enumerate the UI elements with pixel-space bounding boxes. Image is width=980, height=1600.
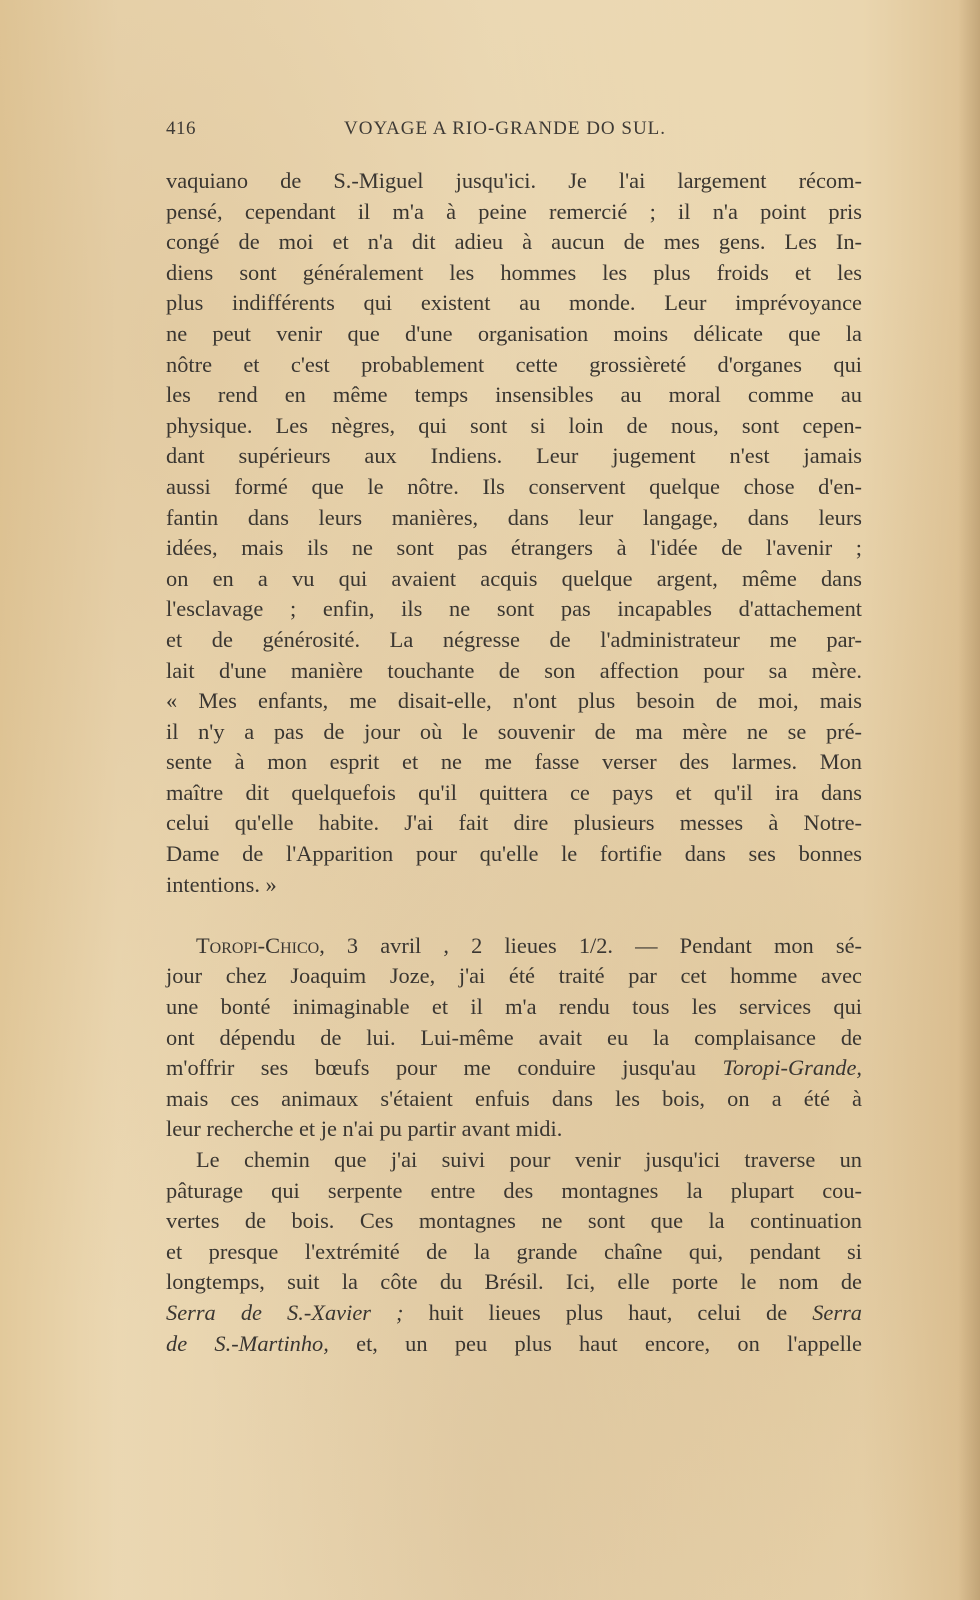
text-line: et presque l'extrémité de la grande chaîne qui, pendant si	[166, 1238, 862, 1264]
text-segment: et, un peu plus haut encore, on l'appelle	[328, 1330, 863, 1356]
text-line: pensé, cependant il m'a à peine remercié ; il n'a point pris	[166, 198, 862, 224]
text-line: mais ces animaux s'étaient enfuis dans les bois, on a été à	[166, 1085, 862, 1111]
text-line: une bonté inimaginable et il m'a rendu tous les services qui	[166, 994, 862, 1020]
text-line: sente à mon esprit et ne me fasse verser des larmes. Mon	[166, 749, 862, 775]
text-line: longtemps, suit la côte du Brésil. Ici, elle porte le nom de	[166, 1269, 862, 1295]
italic-place: de S.-Martinho,	[166, 1330, 329, 1356]
paragraph-3	[166, 1145, 862, 1359]
text-line: dant supérieurs aux Indiens. Leur jugement n'est jamais	[166, 443, 862, 469]
text-line	[166, 1053, 862, 1084]
text-line: l'esclavage ; enfin, ils ne sont pas incapables d'attachement	[166, 596, 862, 622]
text-line: maître dit quelquefois qu'il quittera ce pays et qu'il ira dans	[166, 779, 862, 805]
italic-place: Serra de S.-Xavier ;	[166, 1299, 404, 1325]
text-line: aussi formé que le nôtre. Ils conservent quelque chose d'en-	[166, 473, 862, 499]
text-line: ont dépendu de lui. Lui-même avait eu la complaisance de	[166, 1024, 862, 1050]
body-text	[166, 166, 862, 1359]
text-line: vaquiano de S.-Miguel jusqu'ici. Je l'ai largement récom-	[166, 168, 862, 193]
text-line: congé de moi et n'a dit adieu à aucun de mes gens. Les In-	[166, 229, 862, 255]
page-edge-shadow	[958, 0, 980, 1600]
text-line: on en a vu qui avaient acquis quelque argent, même dans	[166, 565, 862, 591]
italic-place: Toropi-Grande,	[722, 1055, 862, 1081]
entry-date: , 3 avril , 2 lieues 1/2. — Pendant mon sé-	[319, 932, 862, 958]
paragraph-2	[166, 931, 862, 1145]
text-segment: huit lieues plus haut, celui de	[403, 1299, 813, 1325]
text-line	[166, 931, 862, 962]
text-line	[166, 1298, 862, 1329]
page-header	[166, 118, 862, 146]
text-line: lait d'une manière touchante de son affection pour sa mère.	[166, 657, 862, 683]
place-name: Toropi-Chico	[196, 932, 320, 958]
text-line: « Mes enfants, me disait-elle, n'ont plus besoin de moi, mais	[166, 688, 862, 714]
text-line: il n'y a pas de jour où le souvenir de ma mère ne se pré-	[166, 718, 862, 744]
text-line: nôtre et c'est probablement cette grossièreté d'organes qui	[166, 351, 862, 377]
italic-place: Serra	[812, 1299, 862, 1325]
text-line: ne peut venir que d'une organisation moins délicate que la	[166, 320, 862, 346]
section-gap	[166, 900, 862, 931]
text-line: pâturage qui serpente entre des montagnes la plupart cou-	[166, 1177, 862, 1203]
text-line	[166, 1329, 862, 1360]
text-line: jour chez Joaquim Joze, j'ai été traité par cet homme avec	[166, 963, 862, 989]
text-line: les rend en même temps insensibles au moral comme au	[166, 382, 862, 408]
text-line: leur recherche et je n'ai pu partir avant midi.	[166, 1116, 563, 1142]
text-line: idées, mais ils ne sont pas étrangers à l'idée de l'avenir ;	[166, 535, 862, 561]
text-line: celui qu'elle habite. J'ai fait dire plusieurs messes à Notre-	[166, 810, 862, 836]
text-segment: m'offrir ses bœufs pour me conduire jusqu'au	[166, 1055, 723, 1081]
text-line: diens sont généralement les hommes les plus froids et les	[166, 259, 862, 285]
text-line: Dame de l'Apparition pour qu'elle le fortifie dans ses bonnes	[166, 841, 862, 867]
paragraph-1	[166, 166, 862, 900]
text-line: plus indifférents qui existent au monde. Leur imprévoyance	[166, 290, 862, 316]
text-line: et de générosité. La négresse de l'administrateur me par-	[166, 626, 862, 652]
text-line: fantin dans leurs manières, dans leur langage, dans leurs	[166, 504, 862, 530]
text-line: Le chemin que j'ai suivi pour venir jusqu'ici traverse un	[196, 1147, 862, 1172]
page-number: 416	[166, 118, 196, 139]
text-line: physique. Les nègres, qui sont si loin de nous, sont cepen-	[166, 412, 862, 438]
running-title: VOYAGE A RIO-GRANDE DO SUL.	[344, 118, 667, 139]
text-line: vertes de bois. Ces montagnes ne sont que la continuation	[166, 1208, 862, 1234]
text-line: intentions. »	[166, 871, 277, 897]
